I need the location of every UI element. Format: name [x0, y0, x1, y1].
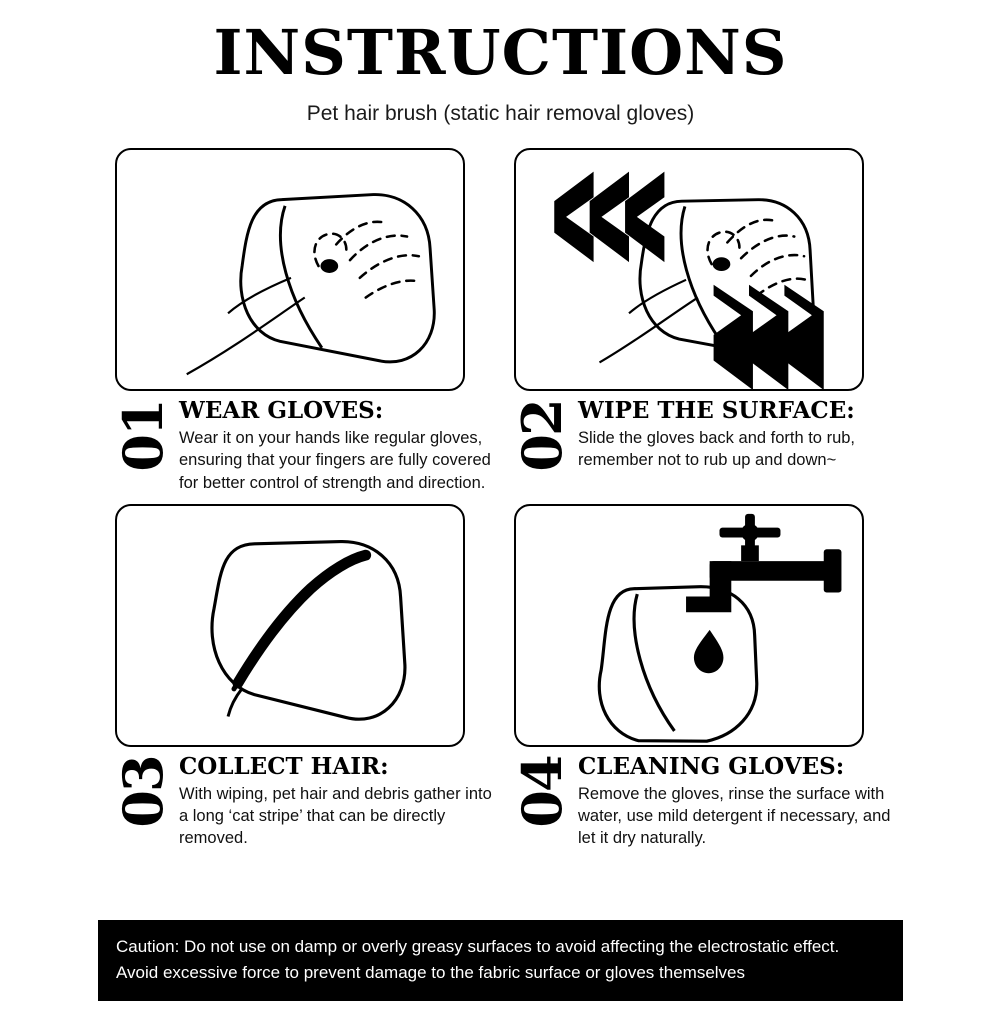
step-03-body: With wiping, pet hair and debris gather into a long ‘cat stripe’ that can be directly removed.	[179, 784, 492, 848]
thumb-tip	[713, 257, 731, 271]
step-03-number: 03	[111, 756, 176, 828]
step-03-caption	[111, 752, 492, 850]
step-04-number: 04	[510, 756, 575, 828]
faucet-icon	[686, 514, 841, 673]
step-01	[111, 148, 492, 494]
glove-on-hand-icon	[117, 150, 463, 389]
step-01-number: 01	[111, 400, 176, 472]
step-02-number: 02	[510, 400, 575, 472]
step-01-body: Wear it on your hands like regular gloves, ensuring that your fingers are fully covered for better control of strength and direction.	[179, 429, 491, 492]
step-01-title: WEAR GLOVES:	[179, 397, 384, 424]
glove-outline	[579, 565, 775, 745]
step-04-title: CLEANING GLOVES:	[578, 752, 845, 780]
step-04	[510, 504, 891, 850]
glove-with-hair-stripe-icon	[117, 506, 463, 745]
page-title: INSTRUCTIONS	[213, 16, 788, 89]
step-02-body: Slide the gloves back and forth to rub, remember not to rub up and down~	[578, 429, 856, 470]
step-01-caption	[111, 397, 492, 494]
thumb-tip	[320, 259, 338, 273]
step-04-illustration	[514, 504, 864, 747]
step-02-caption	[510, 397, 891, 472]
step-03	[111, 504, 492, 850]
step-03-illustration	[115, 504, 465, 747]
step-01-illustration	[115, 148, 465, 391]
step-02-illustration	[514, 148, 864, 391]
steps-grid	[0, 148, 1001, 850]
step-02	[510, 148, 891, 494]
page-subtitle: Pet hair brush (static hair removal gloves)	[306, 102, 695, 125]
caution-line-2: Avoid excessive force to prevent damage to the fabric surface or gloves themselves	[116, 962, 746, 982]
caution-banner	[98, 920, 903, 1001]
step-03-title: COLLECT HAIR:	[179, 752, 389, 780]
step-04-caption	[510, 752, 891, 850]
chevron-up-left-arrows	[554, 172, 664, 262]
instructions-page	[0, 16, 1001, 1023]
caution-line-1: Caution: Do not use on damp or overly greasy surfaces to avoid affecting the electrostatic effect.	[116, 937, 840, 956]
step-02-title: WIPE THE SURFACE:	[578, 397, 855, 424]
hair-stripe	[238, 555, 366, 683]
glove-under-faucet-icon	[516, 506, 862, 745]
glove-with-arrows-icon	[516, 150, 862, 389]
step-04-body: Remove the gloves, rinse the surface with water, use mild detergent if necessary, and let it dry naturally.	[578, 784, 891, 848]
